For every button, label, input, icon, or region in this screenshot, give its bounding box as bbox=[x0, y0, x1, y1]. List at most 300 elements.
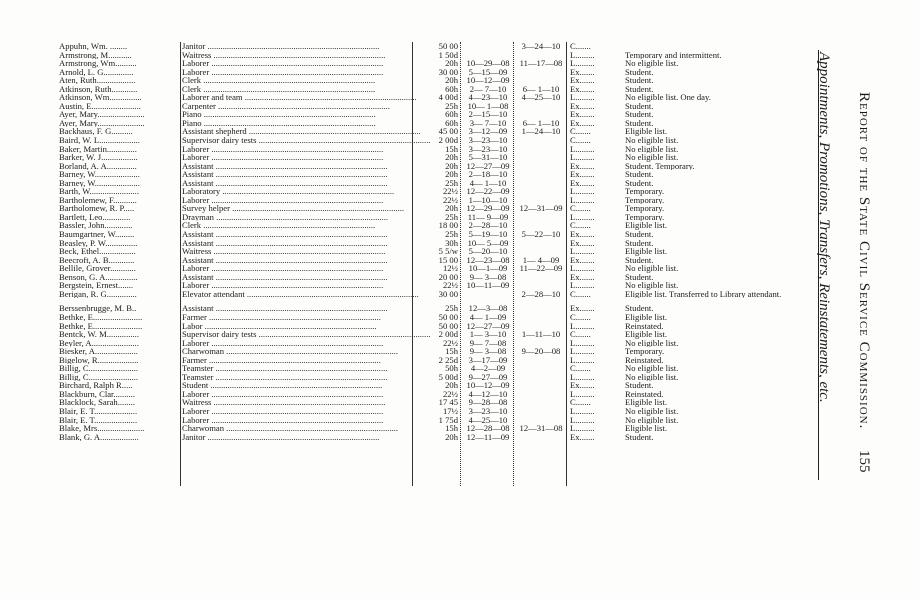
kind-cell: Ex....... bbox=[570, 101, 595, 111]
date-terminated-cell: 1—24—10 bbox=[521, 127, 561, 137]
date-terminated-cell: 2—28—10 bbox=[521, 289, 561, 299]
position-cell: Assistant ................................................................................ bbox=[182, 230, 388, 239]
position-cell: Clerk ................................................................................ bbox=[182, 76, 376, 85]
salary-cell: 50 00 bbox=[438, 312, 458, 322]
remark-cell: Eligible list. bbox=[625, 330, 668, 339]
salary-cell: 20h bbox=[445, 381, 458, 390]
position-cell: Teamster ................................................................................ bbox=[182, 364, 388, 373]
name-cell: Ayer, Mary...................... bbox=[59, 118, 145, 128]
name-cell: Billig, C....................... bbox=[59, 372, 139, 382]
salary-cell: 2 00d bbox=[438, 330, 458, 339]
position-cell: Laborer ................................................................................ bbox=[182, 406, 384, 416]
date-appointed-cell: 5—20—10 bbox=[468, 247, 508, 256]
position-cell: Clerk ................................................................................ bbox=[182, 221, 376, 231]
salary-cell: 60h bbox=[445, 84, 458, 94]
salary-cell: 15h bbox=[445, 347, 458, 356]
kind-cell: Ex....... bbox=[570, 76, 595, 85]
position-cell: Drayman ................................................................................ bbox=[182, 212, 388, 222]
table-row bbox=[50, 424, 770, 433]
kind-cell: Ex....... bbox=[570, 272, 595, 282]
position-cell: Teamster ................................................................................ bbox=[182, 372, 388, 382]
column-divider bbox=[412, 42, 413, 486]
salary-cell: 22½ bbox=[442, 187, 458, 196]
position-cell: Farmer ................................................................................ bbox=[182, 355, 381, 365]
date-appointed-cell: 5—15—09 bbox=[468, 67, 508, 77]
name-cell: Blair, E. T.................... bbox=[59, 406, 138, 416]
position-cell: Assistant shepherd ................................................................................ bbox=[182, 127, 421, 137]
name-cell: Bartlett, Leo............. bbox=[59, 212, 131, 222]
kind-cell: L......... bbox=[570, 406, 595, 416]
remark-cell: Eligible list. bbox=[625, 312, 668, 322]
kind-cell: L......... bbox=[570, 153, 595, 162]
kind-cell: Ex....... bbox=[570, 432, 595, 442]
date-appointed-cell: 3—23—10 bbox=[468, 136, 508, 145]
date-terminated-cell: 12—31—08 bbox=[519, 424, 563, 433]
name-cell: Atkinson, Wm............... bbox=[59, 93, 142, 102]
table-row bbox=[50, 304, 770, 313]
date-terminated-cell: 9—20—08 bbox=[521, 347, 561, 356]
salary-cell: 25h bbox=[445, 212, 458, 222]
table-row bbox=[50, 136, 770, 145]
name-cell: Atkinson, Ruth............ bbox=[59, 84, 138, 94]
remark-cell: Eligible list. bbox=[625, 398, 668, 407]
position-cell: Laborer ................................................................................ bbox=[182, 415, 384, 425]
table-row bbox=[50, 204, 770, 213]
salary-cell: 20h bbox=[445, 76, 458, 85]
date-appointed-cell: 4—2—09 bbox=[470, 364, 506, 373]
date-appointed-cell: 9— 3—08 bbox=[469, 347, 507, 356]
salary-cell: 20h bbox=[445, 204, 458, 213]
date-appointed-cell: 4—23—10 bbox=[468, 93, 508, 102]
table-row bbox=[50, 162, 770, 171]
date-appointed-cell: 3—23—10 bbox=[468, 144, 508, 154]
table-row bbox=[50, 407, 770, 416]
kind-cell: C....... bbox=[570, 398, 591, 407]
date-appointed-cell: 5—19—10 bbox=[468, 230, 508, 239]
date-terminated-cell: 11—17—08 bbox=[519, 59, 563, 68]
remark-cell: Student. bbox=[625, 432, 654, 442]
position-cell: Assistant ................................................................................ bbox=[182, 161, 388, 171]
table-row bbox=[50, 356, 770, 365]
salary-cell: 5 00d bbox=[438, 372, 458, 382]
table-row bbox=[50, 239, 770, 248]
kind-cell: Ex....... bbox=[570, 118, 595, 128]
kind-cell: L......... bbox=[570, 212, 595, 222]
table-row bbox=[50, 416, 770, 425]
position-cell: Laborer and team ................................................................................ bbox=[182, 93, 417, 102]
table-row bbox=[50, 373, 770, 382]
name-cell: Bellile, Grover............ bbox=[59, 264, 136, 273]
table-row bbox=[50, 221, 770, 230]
position-cell: Janitor ................................................................................ bbox=[182, 432, 380, 442]
table-row bbox=[50, 179, 770, 188]
remark-cell: Temporary. bbox=[625, 347, 665, 356]
table-row bbox=[50, 281, 770, 290]
remark-cell: Student. bbox=[625, 230, 654, 239]
name-cell: Barker, W. J................. bbox=[59, 153, 138, 162]
page-number: 155 bbox=[856, 450, 872, 473]
name-cell: Appuhn, Wm. ........ bbox=[59, 42, 128, 51]
salary-cell: 15h bbox=[445, 424, 458, 433]
position-cell: Waitress ................................................................................ bbox=[182, 398, 386, 407]
date-terminated-cell: 3—24—10 bbox=[521, 42, 561, 51]
salary-cell: 25h bbox=[445, 178, 458, 188]
date-appointed-cell: 11— 9—09 bbox=[467, 212, 509, 222]
column-divider bbox=[460, 42, 461, 486]
name-cell: Bergstein, Ernest....... bbox=[59, 281, 134, 290]
kind-cell: L......... bbox=[570, 389, 595, 399]
date-appointed-cell: 10—11—09 bbox=[466, 281, 510, 290]
salary-cell: 12½ bbox=[442, 264, 458, 273]
date-appointed-cell: 9—28—08 bbox=[468, 398, 508, 407]
remark-cell: No eligible list. bbox=[625, 372, 679, 382]
date-appointed-cell: 3—17—09 bbox=[468, 355, 508, 365]
date-appointed-cell: 12—11—09 bbox=[466, 432, 510, 442]
salary-cell: 50 00 bbox=[438, 321, 458, 331]
name-cell: Bethke, E....................... bbox=[59, 312, 143, 322]
salary-cell: 30h bbox=[445, 238, 458, 248]
name-cell: Beasley, P. W............... bbox=[59, 238, 138, 248]
position-cell: Supervisor dairy tests ................................................................................ bbox=[182, 136, 431, 145]
table-row bbox=[50, 145, 770, 154]
salary-cell: 18 00 bbox=[438, 221, 458, 231]
salary-cell: 20h bbox=[445, 170, 458, 179]
date-appointed-cell: 2— 7—10 bbox=[469, 84, 507, 94]
date-appointed-cell: 12—22—09 bbox=[466, 187, 510, 196]
name-cell: Backhaus, F. G.......... bbox=[59, 127, 133, 137]
name-cell: Billig, C....................... bbox=[59, 364, 139, 373]
remark-cell: Student. bbox=[625, 304, 654, 313]
remark-cell: Reinstated. bbox=[625, 321, 664, 331]
kind-cell: L......... bbox=[570, 264, 595, 273]
remark-cell: Student. bbox=[625, 255, 654, 265]
name-cell: Bartholemew, F........... bbox=[59, 195, 137, 205]
position-cell: Laborer ................................................................................ bbox=[182, 144, 384, 154]
name-cell: Barth, W....................... bbox=[59, 187, 139, 196]
position-cell: Laborer ................................................................................ bbox=[182, 195, 384, 205]
remark-cell: Eligible list. bbox=[625, 424, 668, 433]
position-cell: Labor ................................................................................ bbox=[182, 321, 377, 331]
kind-cell: Ex....... bbox=[570, 238, 595, 248]
remark-cell: No eligible list. bbox=[625, 338, 679, 348]
salary-cell: 25h bbox=[445, 230, 458, 239]
table-row bbox=[50, 347, 770, 356]
kind-cell: Ex....... bbox=[570, 178, 595, 188]
date-appointed-cell: 12—23—08 bbox=[466, 255, 510, 265]
table-row bbox=[50, 68, 770, 77]
date-appointed-cell: 4— 1—10 bbox=[469, 178, 507, 188]
date-terminated-cell: 4—25—10 bbox=[521, 93, 561, 102]
position-cell: Clerk ................................................................................ bbox=[182, 84, 376, 94]
date-appointed-cell: 12—28—08 bbox=[466, 424, 510, 433]
remark-cell: No eligible list. bbox=[625, 59, 679, 68]
date-appointed-cell: 12—29—09 bbox=[466, 204, 510, 213]
date-terminated-cell: 6— 1—10 bbox=[522, 118, 560, 128]
date-terminated-cell: 6— 1—10 bbox=[522, 84, 560, 94]
position-cell: Laborer ................................................................................ bbox=[182, 264, 384, 273]
date-appointed-cell: 2—28—10 bbox=[468, 221, 508, 231]
name-cell: Bartholomew, R. P..... bbox=[59, 204, 135, 213]
salary-cell: 20h bbox=[445, 153, 458, 162]
position-cell: Waitress ................................................................................ bbox=[182, 50, 386, 60]
salary-cell: 20h bbox=[445, 59, 458, 68]
date-appointed-cell: 2—15—10 bbox=[468, 110, 508, 119]
name-cell: Beecroft, A. B............ bbox=[59, 255, 135, 265]
name-cell: Blackburn, Clar.......... bbox=[59, 389, 135, 399]
remark-cell: Student. bbox=[625, 238, 654, 248]
table-row bbox=[50, 230, 770, 239]
salary-cell: 17½ bbox=[442, 406, 458, 416]
date-appointed-cell: 9— 7—08 bbox=[469, 338, 507, 348]
salary-cell: 1 50d bbox=[438, 50, 458, 60]
name-cell: Blank, G. A.................. bbox=[59, 432, 139, 442]
remark-cell: Student. bbox=[625, 84, 654, 94]
table-row bbox=[50, 93, 770, 102]
remark-cell: No eligible list. bbox=[625, 264, 679, 273]
date-appointed-cell: 12—27—09 bbox=[466, 321, 510, 331]
position-cell: Assistant ................................................................................ bbox=[182, 178, 388, 188]
salary-cell: 30 00 bbox=[438, 289, 458, 299]
salary-cell: 2 00d bbox=[438, 136, 458, 145]
remark-cell: Student. bbox=[625, 76, 654, 85]
date-appointed-cell: 1—10—10 bbox=[468, 195, 508, 205]
position-cell: Laboratory ................................................................................ bbox=[182, 187, 395, 196]
salary-cell: 22½ bbox=[442, 195, 458, 205]
salary-cell: 15 00 bbox=[438, 255, 458, 265]
date-terminated-cell: 11—22—09 bbox=[519, 264, 563, 273]
table-row bbox=[50, 247, 770, 256]
table-row bbox=[50, 213, 770, 222]
salary-cell: 2 25d bbox=[438, 355, 458, 365]
salary-cell: 60h bbox=[445, 118, 458, 128]
kind-cell: L......... bbox=[570, 93, 595, 102]
name-cell: Austin, E....................... bbox=[59, 101, 141, 111]
date-appointed-cell: 10—12—09 bbox=[466, 76, 510, 85]
salary-cell: 22½ bbox=[442, 281, 458, 290]
position-cell: Assistant ................................................................................ bbox=[182, 170, 388, 179]
table-row bbox=[50, 153, 770, 162]
remark-cell: Eligible list. bbox=[625, 221, 668, 231]
table-row bbox=[50, 330, 770, 339]
remark-cell: Student. bbox=[625, 101, 654, 111]
date-appointed-cell: 3—12—09 bbox=[468, 127, 508, 137]
remark-cell: Eligible list. Transferred to Library attendant. bbox=[625, 289, 782, 299]
name-cell: Borland, A. A.............. bbox=[59, 161, 137, 171]
kind-cell: Ex....... bbox=[570, 304, 595, 313]
name-cell: Bassler, John............. bbox=[59, 221, 133, 231]
table-row bbox=[50, 339, 770, 348]
position-cell: Laborer ................................................................................ bbox=[182, 153, 384, 162]
kind-cell: C....... bbox=[570, 289, 591, 299]
table-row bbox=[50, 127, 770, 136]
date-appointed-cell: 9—27—09 bbox=[468, 372, 508, 382]
date-terminated-cell: 5—22—10 bbox=[521, 230, 561, 239]
position-cell: Laborer ................................................................................ bbox=[182, 389, 384, 399]
remark-cell: Eligible list. bbox=[625, 247, 668, 256]
salary-cell: 30 00 bbox=[438, 67, 458, 77]
name-cell: Bentck, W. M............... bbox=[59, 330, 139, 339]
table-row bbox=[50, 273, 770, 282]
remark-cell: No eligible list. bbox=[625, 136, 679, 145]
kind-cell: L......... bbox=[570, 247, 595, 256]
position-cell: Assistant ................................................................................ bbox=[182, 238, 388, 248]
kind-cell: Ex....... bbox=[570, 255, 595, 265]
kind-cell: C....... bbox=[570, 127, 591, 137]
appointments-table bbox=[50, 42, 782, 442]
report-subtitle: Appointments, Promotions, Transfers, Reinstatements, etc. bbox=[816, 52, 832, 403]
date-appointed-cell: 3— 7—10 bbox=[469, 118, 507, 128]
table-row bbox=[50, 59, 770, 68]
position-cell: Charwoman ................................................................................ bbox=[182, 347, 399, 356]
position-cell: Farmer ................................................................................ bbox=[182, 312, 381, 322]
date-appointed-cell: 10— 1—08 bbox=[467, 101, 509, 111]
kind-cell: L......... bbox=[570, 338, 595, 348]
name-cell: Berssenbrugge, M. B.. bbox=[59, 304, 137, 313]
remark-cell: Temporary. bbox=[625, 195, 665, 205]
salary-cell: 4 00d bbox=[438, 93, 458, 102]
kind-cell: Ex....... bbox=[570, 161, 595, 171]
name-cell: Armstrong, Wm.......... bbox=[59, 59, 137, 68]
position-cell: Laborer ................................................................................ bbox=[182, 338, 384, 348]
remark-cell: No eligible list. bbox=[625, 153, 679, 162]
table-row bbox=[50, 433, 770, 442]
table-row bbox=[50, 289, 782, 299]
salary-cell: 25h bbox=[445, 101, 458, 111]
table-row bbox=[50, 110, 770, 119]
remark-cell: Student. bbox=[625, 170, 654, 179]
remark-cell: Student. bbox=[625, 110, 654, 119]
kind-cell: C....... bbox=[570, 330, 591, 339]
position-cell: Laborer ................................................................................ bbox=[182, 281, 384, 290]
salary-cell: 60h bbox=[445, 110, 458, 119]
column-divider bbox=[566, 42, 567, 486]
date-appointed-cell: 2—18—10 bbox=[468, 170, 508, 179]
kind-cell: Ex....... bbox=[570, 381, 595, 390]
name-cell: Barney, W..................... bbox=[59, 178, 140, 188]
position-cell: Janitor ................................................................................ bbox=[182, 42, 380, 51]
remark-cell: No eligible list. bbox=[625, 281, 679, 290]
position-cell: Elevator attendant ................................................................................ bbox=[182, 289, 419, 299]
name-cell: Biesker, A.................... bbox=[59, 347, 138, 356]
remark-cell: No eligible list. One day. bbox=[625, 93, 711, 102]
salary-cell: 20h bbox=[445, 432, 458, 442]
name-cell: Armstrong, M........... bbox=[59, 50, 132, 60]
kind-cell: Ex....... bbox=[570, 170, 595, 179]
remark-cell: Student. bbox=[625, 178, 654, 188]
date-appointed-cell: 4— 1—09 bbox=[469, 312, 507, 322]
kind-cell: L......... bbox=[570, 347, 595, 356]
salary-cell: 20 00 bbox=[438, 272, 458, 282]
salary-cell: 45 00 bbox=[438, 127, 458, 137]
date-appointed-cell: 12—27—09 bbox=[466, 161, 510, 171]
salary-cell: 5 5/w bbox=[438, 247, 458, 256]
position-cell: Assistant ................................................................................ bbox=[182, 255, 388, 265]
kind-cell: C....... bbox=[570, 312, 591, 322]
table-row bbox=[50, 364, 770, 373]
date-appointed-cell: 12—3—08 bbox=[468, 304, 508, 313]
date-terminated-cell: 12—31—09 bbox=[519, 204, 563, 213]
table-row bbox=[50, 119, 770, 128]
remark-cell: Reinstated. bbox=[625, 389, 664, 399]
position-cell: Waitress ................................................................................ bbox=[182, 247, 386, 256]
kind-cell: L......... bbox=[570, 281, 595, 290]
salary-cell: 50h bbox=[445, 364, 458, 373]
report-title: Report of the State Civil Service Commission. bbox=[856, 92, 872, 430]
kind-cell: C....... bbox=[570, 204, 591, 213]
salary-cell: 15h bbox=[445, 144, 458, 154]
remark-cell: Student. bbox=[625, 67, 654, 77]
date-appointed-cell: 10—12—09 bbox=[466, 381, 510, 390]
name-cell: Blair, E. T.................... bbox=[59, 415, 138, 425]
salary-cell: 1 75d bbox=[438, 415, 458, 425]
table-row bbox=[50, 85, 770, 94]
kind-cell: L......... bbox=[570, 195, 595, 205]
name-cell: Beck, Ethel................. bbox=[59, 247, 136, 256]
kind-cell: C....... bbox=[570, 42, 591, 51]
table-row bbox=[50, 381, 770, 390]
table-row bbox=[50, 170, 770, 179]
date-appointed-cell: 10—1—09 bbox=[468, 264, 508, 273]
name-cell: Bethke, E....................... bbox=[59, 321, 143, 331]
position-cell: Survey helper ................................................................................ bbox=[182, 204, 404, 213]
date-appointed-cell: 3—23—10 bbox=[468, 406, 508, 416]
name-cell: Bigelow, R................... bbox=[59, 355, 139, 365]
kind-cell: L......... bbox=[570, 415, 595, 425]
kind-cell: Ex....... bbox=[570, 110, 595, 119]
position-cell: Assistant ................................................................................ bbox=[182, 304, 388, 313]
table-row bbox=[50, 264, 770, 273]
date-appointed-cell: 9— 3—08 bbox=[469, 272, 507, 282]
salary-cell: 50 00 bbox=[438, 42, 458, 51]
remark-cell: No eligible list. bbox=[625, 415, 679, 425]
position-cell: Piano ................................................................................ bbox=[182, 110, 376, 119]
name-cell: Arnold, L. G.............. bbox=[59, 67, 134, 77]
remark-cell: Temporary. bbox=[625, 212, 665, 222]
kind-cell: C....... bbox=[570, 136, 591, 145]
name-cell: Baird, W. L................... bbox=[59, 136, 140, 145]
name-cell: Beyler, A...................... bbox=[59, 338, 139, 348]
salary-cell: 17 45 bbox=[438, 398, 458, 407]
kind-cell: L......... bbox=[570, 59, 595, 68]
column-divider bbox=[513, 42, 514, 486]
position-cell: Assistant ................................................................................ bbox=[182, 272, 388, 282]
kind-cell: C....... bbox=[570, 221, 591, 231]
date-appointed-cell: 5—31—10 bbox=[468, 153, 508, 162]
kind-cell: Ex....... bbox=[570, 67, 595, 77]
salary-cell: 25h bbox=[445, 304, 458, 313]
position-cell: Student ................................................................................ bbox=[182, 381, 383, 390]
kind-cell: L......... bbox=[570, 321, 595, 331]
date-terminated-cell: 1— 4—09 bbox=[522, 255, 560, 265]
table-row bbox=[50, 398, 770, 407]
kind-cell: Ex....... bbox=[570, 230, 595, 239]
position-cell: Piano ................................................................................ bbox=[182, 118, 376, 128]
table-row bbox=[50, 313, 770, 322]
table-row bbox=[50, 42, 770, 51]
remark-cell: Student. bbox=[625, 272, 654, 282]
position-cell: Laborer ................................................................................ bbox=[182, 67, 384, 77]
table-row bbox=[50, 390, 770, 399]
date-appointed-cell: 10— 5—09 bbox=[467, 238, 509, 248]
name-cell: Blake, Mrs...................... bbox=[59, 424, 145, 433]
remark-cell: No eligible list. bbox=[625, 406, 679, 416]
name-cell: Blacklock, Sarah........ bbox=[59, 398, 135, 407]
table-row bbox=[50, 187, 770, 196]
remark-cell: No eligible list. bbox=[625, 144, 679, 154]
kind-cell: L......... bbox=[570, 144, 595, 154]
date-terminated-cell: 1—11—10 bbox=[521, 330, 561, 339]
date-appointed-cell: 1— 3—10 bbox=[469, 330, 507, 339]
